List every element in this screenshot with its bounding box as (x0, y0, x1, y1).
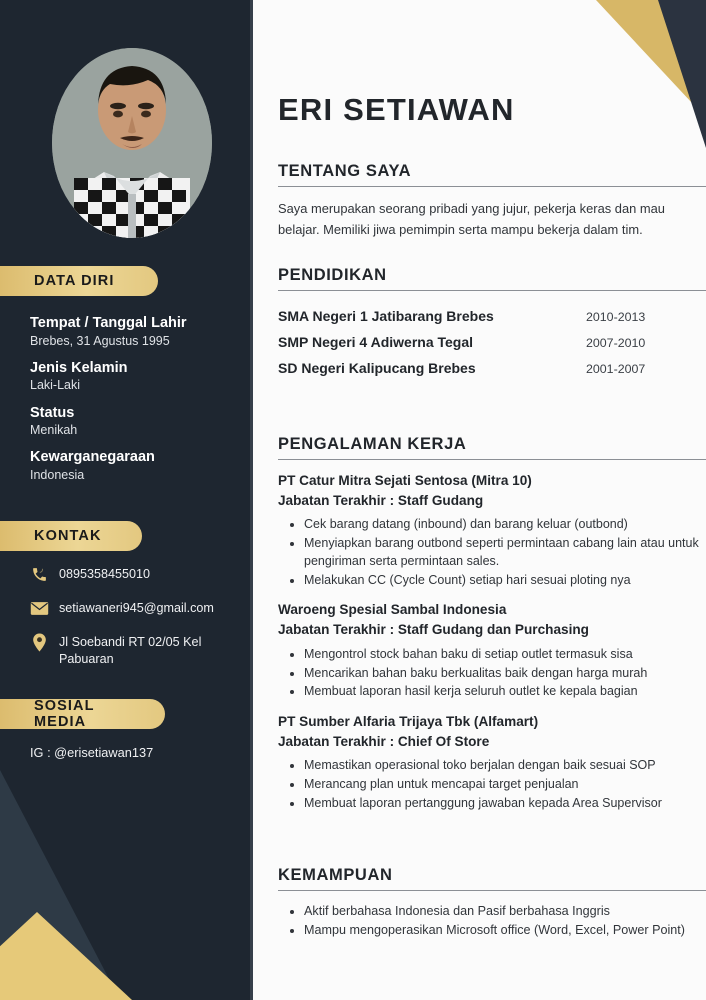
section-heading-skills: KEMAMPUAN (278, 866, 706, 891)
list-item: • Aktif berbahasa Indonesia dan Pasif berbahasa Inggris (304, 902, 706, 920)
data-diri-label: Kewarganegaraan (30, 449, 155, 466)
about-text: Saya merupakan seorang pribadi yang jujur, pekerja keras dan mau belajar. Memiliki jiwa pemimpin serta mampu bekerja dalam tim. (278, 201, 665, 237)
education-table (278, 303, 706, 381)
list-item: • Menyiapkan barang outbond seperti permintaan cabang lain atau untuk pengiriman serta permintaan sales. (304, 535, 706, 571)
education-years: 2010-2013 (586, 310, 646, 324)
email-value: setiawaneri945@gmail.com (59, 601, 214, 615)
list-item: • Memastikan operasional toko berjalan dengan baik sesuai SOP (304, 757, 706, 775)
education-school: SD Negeri Kalipucang Brebes (278, 360, 476, 376)
education-years: 2007-2010 (586, 336, 646, 350)
location-pin-icon (28, 633, 50, 651)
main-content (253, 0, 706, 1000)
list-item: • Mencarikan bahan baku berkualitas baik dengan harga murah (304, 665, 706, 683)
list-item: • Mampu mengoperasikan Microsoft office (Word, Excel, Power Point) (304, 921, 706, 939)
table-row (278, 329, 706, 355)
section-experience (278, 435, 706, 814)
data-diri-list (30, 314, 240, 493)
sidebar-heading-kontak: KONTAK (0, 521, 142, 551)
contact-email-row[interactable] (28, 599, 248, 617)
sidebar (0, 0, 253, 1000)
instagram-handle[interactable]: IG : @erisetiawan137 (30, 745, 154, 760)
data-diri-item (30, 314, 240, 349)
job-bullet-list (304, 516, 706, 589)
job-bullet-list (304, 646, 706, 701)
data-diri-item (30, 404, 240, 439)
list-item: • Melakukan CC (Cycle Count) setiap hari sesuai ploting nya (304, 572, 706, 590)
skills-list (304, 902, 706, 940)
job-company: PT Sumber Alfaria Trijaya Tbk (Alfamart) (278, 714, 539, 730)
list-item: • Cek barang datang (inbound) dan barang keluar (outbond) (304, 516, 706, 534)
table-row (278, 355, 706, 381)
job-role: Jabatan Terakhir : Staff Gudang dan Purchasing (278, 622, 589, 638)
education-years: 2001-2007 (586, 362, 646, 376)
avatar (52, 48, 212, 238)
data-diri-value: Indonesia (30, 467, 85, 482)
data-diri-item (30, 359, 240, 394)
table-row (278, 303, 706, 329)
job-role: Jabatan Terakhir : Chief Of Store (278, 733, 490, 749)
job-company: PT Catur Mitra Sejati Sentosa (Mitra 10) (278, 473, 532, 488)
envelope-icon (28, 599, 50, 617)
section-heading-education: PENDIDIKAN (278, 266, 706, 291)
job-role: Jabatan Terakhir : Staff Gudang (278, 492, 484, 508)
data-diri-item (30, 448, 240, 483)
sidebar-heading-sosial-media: SOSIAL MEDIA (0, 699, 165, 729)
job-company: Waroeng Spesial Sambal Indonesia (278, 602, 507, 618)
page-title: ERI SETIAWAN (278, 92, 515, 127)
education-school: SMA Negeri 1 Jatibarang Brebes (278, 308, 494, 324)
section-skills (278, 866, 706, 941)
list-item: • Mengontrol stock bahan baku di setiap outlet termasuk sisa (304, 646, 706, 664)
job-bullet-list (304, 757, 706, 812)
contact-phone-row[interactable] (28, 565, 248, 583)
list-item: • Membuat laporan pertanggung jawaban kepada Area Supervisor (304, 795, 706, 813)
address-value: Jl Soebandi RT 02/05 Kel Pabuaran (59, 635, 202, 666)
contact-list (28, 565, 248, 683)
section-heading-about: TENTANG SAYA (278, 162, 706, 187)
job-entry (278, 471, 706, 589)
phone-value: 0895358455010 (59, 567, 151, 581)
list-item: • Membuat laporan hasil kerja seluruh outlet ke kepala bagian (304, 683, 706, 701)
sidebar-gold-triangle-shape (0, 912, 132, 1000)
contact-address-row[interactable] (28, 633, 248, 667)
data-diri-value: Brebes, 31 Agustus 1995 (30, 333, 170, 348)
section-heading-experience: PENGALAMAN KERJA (278, 435, 706, 460)
data-diri-value: Laki-Laki (30, 378, 81, 393)
sidebar-heading-data-diri: DATA DIRI (0, 266, 158, 296)
job-entry (278, 600, 706, 701)
list-item: • Merancang plan untuk mencapai target penjualan (304, 776, 706, 794)
data-diri-label: Tempat / Tanggal Lahir (30, 315, 187, 331)
section-education (278, 266, 706, 381)
data-diri-value: Menikah (30, 423, 78, 438)
education-school: SMP Negeri 4 Adiwerna Tegal (278, 334, 474, 350)
phone-icon (28, 565, 50, 583)
job-entry (278, 712, 706, 813)
data-diri-label: Jenis Kelamin (30, 359, 128, 376)
section-about (278, 162, 706, 241)
data-diri-label: Status (30, 404, 75, 421)
